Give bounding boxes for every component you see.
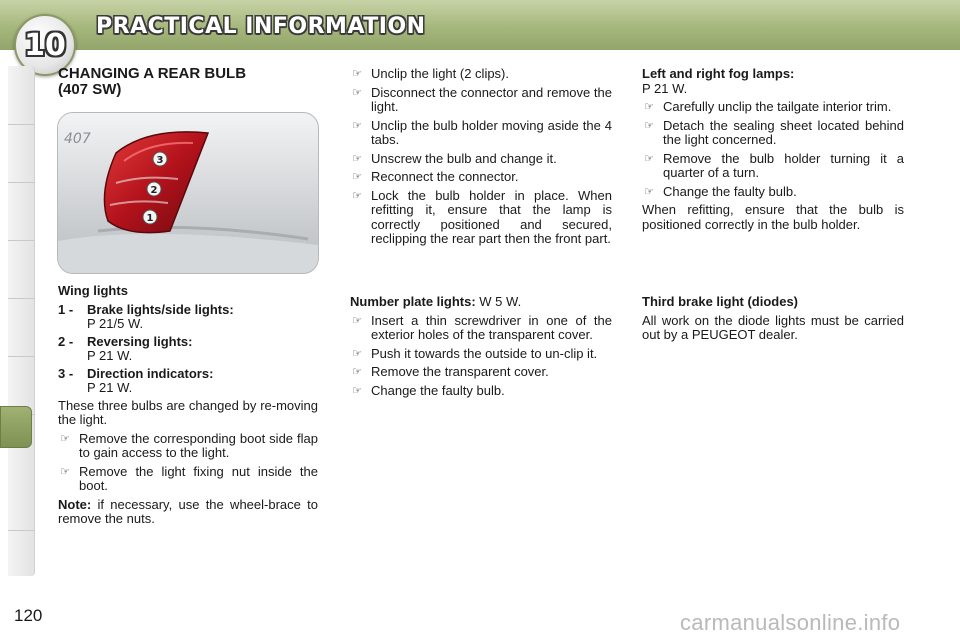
bulb-value: P 21 W. — [87, 348, 133, 363]
step-text: Remove the light fixing nut inside the boot. — [79, 463, 318, 493]
fog-lamps-value: P 21 W. — [642, 80, 688, 96]
fog-lamps-label: Left and right fog lamps: — [642, 66, 795, 81]
pointing-hand-icon: ☞ — [352, 313, 362, 327]
step-text: Unclip the light (2 clips). — [371, 66, 509, 81]
number-plate-value: W 5 W. — [475, 294, 522, 309]
tab-divider — [8, 124, 34, 125]
wing-lights-heading: Wing lights — [58, 283, 128, 298]
pointing-hand-icon: ☞ — [644, 100, 654, 113]
fog-lamps-closing: When refitting, ensure that the bulb is positioned correctly in the bulb holder. — [642, 202, 904, 232]
step-text: Lock the bulb holder in place. When refitting it, ensure that the lamp is correctly positioned and secured, reclipping the rear part then the front part. — [371, 187, 612, 246]
page-number: 120 — [14, 606, 43, 625]
bulb-number: 2 - — [58, 333, 74, 349]
chapter-tab-active[interactable] — [0, 406, 32, 448]
step-text: Remove the transparent cover. — [371, 364, 549, 379]
pointing-hand-icon: ☞ — [352, 85, 362, 99]
pointing-hand-icon: ☞ — [352, 151, 362, 165]
wing-lights-section — [58, 284, 318, 531]
pointing-hand-icon: ☞ — [352, 365, 362, 378]
watermark: carmanualsonline.info — [680, 610, 901, 635]
pointing-hand-icon: ☞ — [352, 118, 362, 132]
removal-steps — [350, 67, 612, 251]
pointing-hand-icon: ☞ — [60, 464, 70, 478]
bulb-value: P 21 W. — [87, 380, 133, 395]
callout-2 — [147, 182, 161, 196]
pointing-hand-icon: ☞ — [60, 431, 70, 445]
note-text: if necessary, use the wheel-brace to remove the nuts. — [58, 496, 318, 526]
step-text: Insert a thin screwdriver in one of the exterior holes of the transparent cover. — [371, 312, 612, 342]
pointing-hand-icon: ☞ — [352, 346, 362, 360]
callout-1 — [143, 210, 157, 224]
number-plate-label: Number plate lights: — [350, 294, 476, 309]
bulb-label: Brake lights/side lights: — [87, 301, 234, 317]
wing-lights-intro: These three bulbs are changed by re-moving the light. — [58, 397, 318, 427]
rear-light-drawing — [58, 113, 318, 273]
step — [642, 100, 904, 115]
step — [350, 384, 612, 399]
section-title-line1: CHANGING A REAR BULB — [58, 65, 247, 82]
note — [58, 498, 318, 527]
bulb-item — [58, 303, 318, 332]
bulb-number: 1 - — [58, 301, 74, 317]
pointing-hand-icon: ☞ — [352, 67, 362, 80]
chapter-tab-strip — [8, 66, 35, 576]
pointing-hand-icon: ☞ — [352, 188, 362, 202]
pointing-hand-icon: ☞ — [644, 118, 654, 132]
pointing-hand-icon: ☞ — [352, 170, 362, 183]
step — [350, 365, 612, 380]
tab-divider — [8, 298, 34, 299]
pointing-hand-icon: ☞ — [352, 383, 362, 397]
model-badge: 407 — [64, 131, 91, 147]
third-brake-heading: Third brake light (diodes) — [642, 294, 799, 309]
svg-text:3: 3 — [156, 155, 164, 166]
step-text: Remove the corresponding boot side flap to gain access to the light. — [79, 430, 318, 460]
step-text: Detach the sealing sheet located behind the light concerned. — [663, 117, 904, 147]
bulb-number: 3 - — [58, 365, 74, 381]
bulb-item — [58, 335, 318, 364]
step — [350, 314, 612, 343]
bulb-label: Direction indicators: — [87, 365, 214, 381]
step-text: Change the faulty bulb. — [371, 382, 505, 398]
step-text: Remove the bulb holder turning it a quarter of a turn. — [663, 150, 904, 180]
step-text: Reconnect the connector. — [371, 169, 519, 184]
step — [350, 119, 612, 148]
number-plate-section — [350, 295, 612, 402]
step — [58, 432, 318, 461]
tab-divider — [8, 530, 34, 531]
callout-3 — [153, 152, 167, 166]
step-text: Push it towards the outside to un-clip it. — [371, 345, 598, 361]
tab-divider — [8, 356, 34, 357]
section-title — [58, 66, 318, 98]
rear-light-illustration — [57, 112, 319, 274]
step — [350, 152, 612, 167]
step — [350, 170, 612, 185]
note-label: Note: — [58, 496, 92, 512]
number-plate-heading — [350, 295, 612, 310]
bulb-label: Reversing lights: — [87, 333, 193, 349]
step — [642, 119, 904, 148]
chapter-number: 10 — [24, 27, 66, 63]
step-text: Change the faulty bulb. — [663, 183, 797, 199]
step — [350, 347, 612, 362]
svg-text:1: 1 — [146, 213, 154, 224]
chapter-title: PRACTICAL INFORMATION — [96, 14, 426, 39]
third-brake-text: All work on the diode lights must be carried out by a PEUGEOT dealer. — [642, 312, 904, 342]
step-text: Carefully unclip the tailgate interior trim. — [663, 99, 892, 114]
bulb-value: P 21/5 W. — [87, 316, 144, 331]
pointing-hand-icon: ☞ — [644, 184, 654, 198]
tab-divider — [8, 240, 34, 241]
step — [642, 185, 904, 200]
step — [350, 189, 612, 247]
step — [350, 67, 612, 82]
third-brake-section — [642, 295, 904, 347]
step — [350, 86, 612, 115]
svg-text:2: 2 — [150, 185, 158, 196]
bulb-item — [58, 367, 318, 396]
step-text: Unscrew the bulb and change it. — [371, 150, 557, 166]
step-text: Unclip the bulb holder moving aside the 4 tabs. — [371, 117, 612, 147]
pointing-hand-icon: ☞ — [644, 151, 654, 165]
section-title-line2: (407 SW) — [58, 81, 122, 98]
fog-lamps-section — [642, 67, 904, 236]
step — [58, 465, 318, 494]
tab-divider — [8, 182, 34, 183]
step — [642, 152, 904, 181]
step-text: Disconnect the connector and remove the light. — [371, 84, 612, 114]
